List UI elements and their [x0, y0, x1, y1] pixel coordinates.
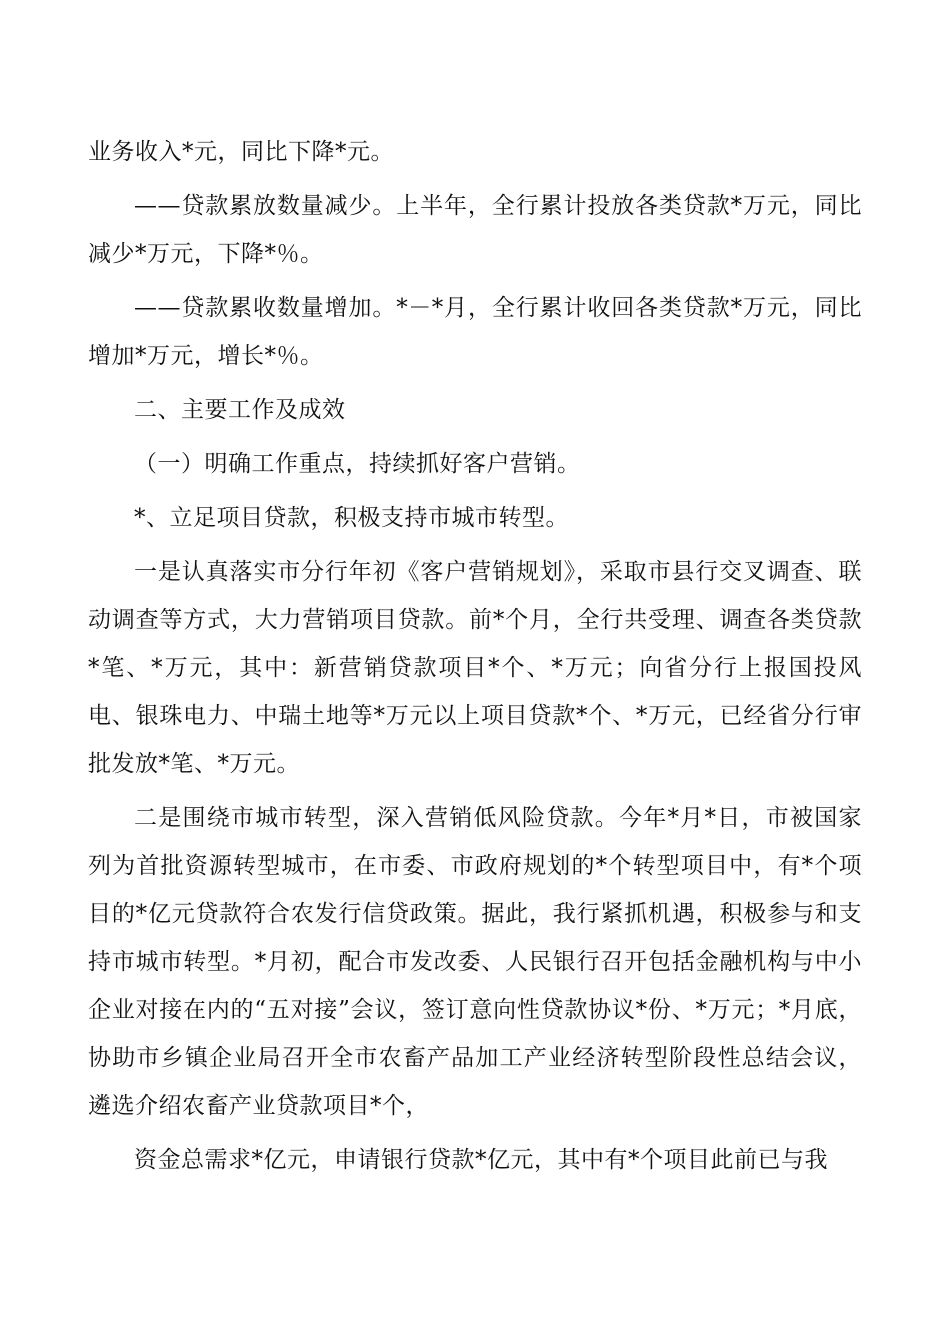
paragraph-revenue: 业务收入*元，同比下降*元。 — [88, 139, 394, 165]
paragraph-loan-disbursement: ——贷款累放数量减少。上半年，全行累计投放各类贷款*万元，同比减少*万元，下降*％。 — [88, 193, 862, 267]
document-body — [88, 128, 862, 1184]
paragraph-loan-collection: ——贷款累收数量增加。*－*月，全行累计收回各类贷款*万元，同比增加*万元，增长*％。 — [88, 295, 862, 369]
paragraph-city-transformation: 二是围绕市城市转型，深入营销低风险贷款。今年*月*日，市被国家列为首批资源转型城市，在市委、市政府规划的*个转型项目中，有*个项目的*亿元贷款符合农发行信贷政策。据此，我行紧抓机遇，积极参与和支持市城市转型。*月初，配合市发改委、人民银行召开包括金融机构与中小企业对接在内的“五对接”会议，签订意向性贷款协议*份、*万元；*月底，协助市乡镇企业局召开全市农畜产品加工产业经济转型阶段性总结会议，遴选介绍农畜产业贷款项目*个， — [88, 805, 862, 1119]
point-heading: *、立足项目贷款，积极支持市城市转型。 — [134, 505, 569, 531]
section-heading: 二、主要工作及成效 — [134, 397, 346, 423]
paragraph-funding-demand: 资金总需求*亿元，申请银行贷款*亿元，其中有*个项目此前已与我 — [134, 1147, 828, 1173]
paragraph-project-loans: 一是认真落实市分行年初《客户营销规划》，采取市县行交叉调查、联动调查等方式，大力营销项目贷款。前*个月，全行共受理、调查各类贷款*笔、*万元，其中：新营销贷款项目*个、*万元；向省分行上报国投风电、银珠电力、中瑞土地等*万元以上项目贷款*个、*万元，已经省分行审批发放*笔、*万元。 — [88, 559, 862, 777]
subsection-heading: （一）明确工作重点，持续抓好客户营销。 — [134, 451, 581, 477]
